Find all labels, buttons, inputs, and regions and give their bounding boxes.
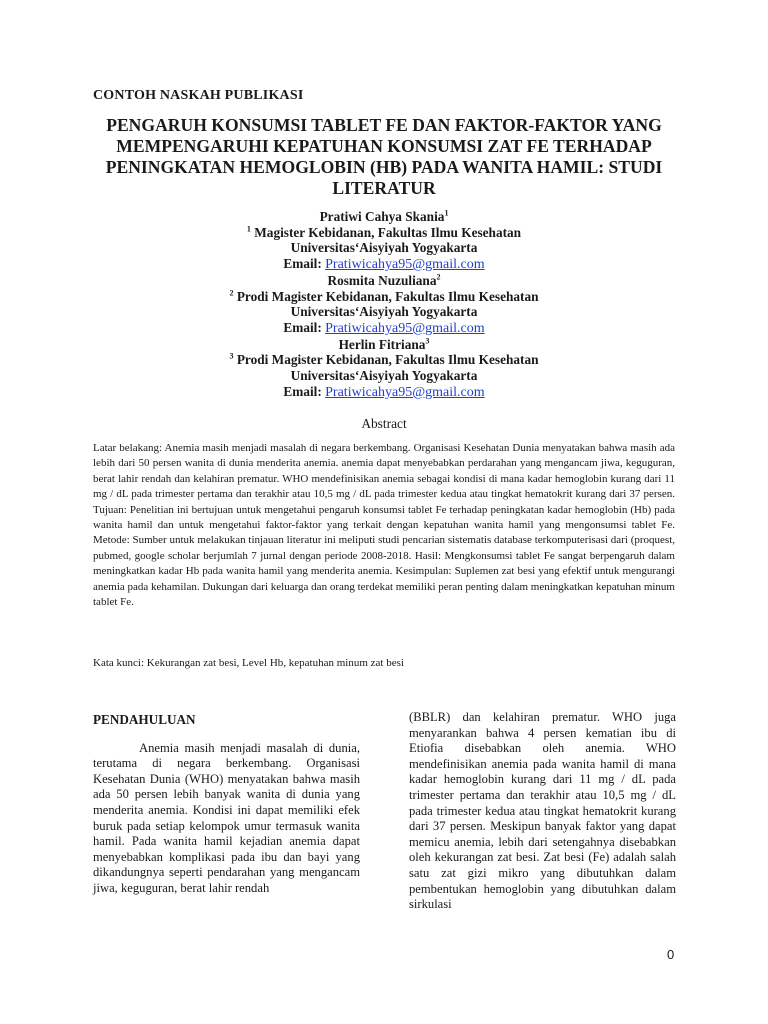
keywords: Kata kunci: Kekurangan zat besi, Level Hb, kepatuhan minum zat besi bbox=[93, 657, 404, 669]
author-affiliation: $^2$ Prodi Magister Kebidanan, Fakultas Ilmu Kesehatan bbox=[229, 288, 539, 304]
paper-title: PENGARUH KONSUMSI TABLET FE DAN FAKTOR-FAKTOR YANG MEMPENGARUHI KEPATUHAN KONSUMSI ZAT FE TERHADAP PENINGKATAN HEMOGLOBIN (HB) PADA WANITA HAMIL: STUDI LITERATUR bbox=[105, 115, 663, 198]
author-affiliation: $^1$ Magister Kebidanan, Fakultas Ilmu Kesehatan bbox=[246, 224, 522, 240]
author-university: Universitas‘Aisyiyah Yogyakarta bbox=[290, 304, 478, 320]
author-email-line: Email: Pratiwicahya95@gmail.com bbox=[283, 383, 485, 400]
author-name: Pratiwi Cahya Skania$^1$ bbox=[319, 208, 449, 224]
abstract-heading: Abstract bbox=[361, 416, 407, 431]
page-number: 0 bbox=[667, 947, 675, 962]
author-university: Universitas‘Aisyiyah Yogyakarta bbox=[290, 240, 478, 256]
author-email-line: Email: Pratiwicahya95@gmail.com bbox=[283, 319, 485, 336]
author-block bbox=[120, 209, 648, 400]
document-label: CONTOH NASKAH PUBLIKASI bbox=[93, 88, 304, 103]
body-paragraph: Anemia masih menjadi masalah di dunia, terutama di negara berkembang. Organisasi Kesehatan Dunia (WHO) menyatakan bahwa masih ada 50 persen lebih banyak wanita di dunia yang menderita anemia. Kondisi ini dapat memiliki efek buruk pada setiap kelompok umur termasuk wanita hamil. Pada wanita hamil kejadian anemia dapat menyebabkan komplikasi pada ibu dan bayi yang dikandungnya seperti pendarahan yang mengancam jiwa, keguguran, berat lahir rendah bbox=[93, 740, 360, 895]
author-affiliation: $^3$ Prodi Magister Kebidanan, Fakultas Ilmu Kesehatan bbox=[229, 351, 539, 368]
body-paragraph: (BBLR) dan kelahiran prematur. WHO juga menyarankan bahwa 4 persen kematian ibu di Etiofia disebabkan oleh anemia. WHO mendefinisikan anemia pada wanita hamil di mana kadar hemoglobin kurang dari 11 mg / dL pada trimester pertama dan terakhir atau 10,5 mg / dL pada trimester kedua atau tingkat hematokrit kurang dari 37 persen. Meskipun banyak faktor yang dapat memicu anemia, lebih dari setengahnya disebabkan oleh kekurangan zat besi. Zat besi (Fe) adalah salah satu zat gizi mikro yang dibutuhkan dalam pembentukan hemoglobin yang dibutuhkan dalam sirkulasi bbox=[409, 710, 676, 912]
email-link[interactable]: Pratiwicahya95@gmail.com bbox=[325, 320, 485, 336]
email-link[interactable]: Pratiwicahya95@gmail.com bbox=[325, 257, 485, 273]
author-name: Rosmita Nuzuliana$^2$ bbox=[327, 272, 441, 288]
body-column-right bbox=[409, 710, 676, 913]
body-column-left bbox=[93, 712, 360, 897]
email-link[interactable]: Pratiwicahya95@gmail.com bbox=[325, 384, 485, 400]
author-email-line: Email: Pratiwicahya95@gmail.com bbox=[283, 256, 485, 273]
section-heading: PENDAHULUAN bbox=[93, 712, 196, 727]
author-university: Universitas‘Aisyiyah Yogyakarta bbox=[290, 368, 478, 384]
abstract-text: Latar belakang: Anemia masih menjadi masalah di negara berkembang. Organisasi Kesehatan Dunia menyatakan bahwa masih ada lebih dari 50 persen wanita di dunia menderita anemia. anemia dapat menyebabkan perdarahan yang mengancam jiwa, keguguran, berat lahir rendah dan kelahiran prematur. WHO mendefinisikan anemia sebagai kondisi di mana kadar hemoglobin kurang dari 11 mg / dL pada trimester pertama dan terakhir atau 10,5 mg / dL pada trimester kedua atau tingkat hematokrit kurang dari 37 persen. Tujuan: Penelitian ini bertujuan untuk mengetahui pengaruh konsumsi tablet Fe terhadap peningkatan kadar hemoglobin (Hb) pada wanita hamil dan untuk mengetahui faktor-faktor yang terkait dengan kepatuhan wanita hamil yang mengonsumsi tablet Fe. Metode: Sumber untuk melakukan tinjauan literatur ini meliputi studi pencarian sistematis database terkomputerisasi dari (proquest, pubmed, google scholar berjumlah 7 jurnal dengan periode 2008-2018. Hasil: Mengkonsumsi tablet Fe sangat berpengaruh dalam meningkatkan kadar Hb pada wanita hamil yang menderita anemia. Kesimpulan: Suplemen zat besi yang efektif untuk mengurangi anemia pada kehamilan. Dukungan dari keluarga dan orang terdekat memiliki peran penting dalam meningkatkan kepatuhan minum tablet Fe. bbox=[93, 442, 675, 609]
author-name: Herlin Fitriana$^3$ bbox=[338, 336, 430, 352]
